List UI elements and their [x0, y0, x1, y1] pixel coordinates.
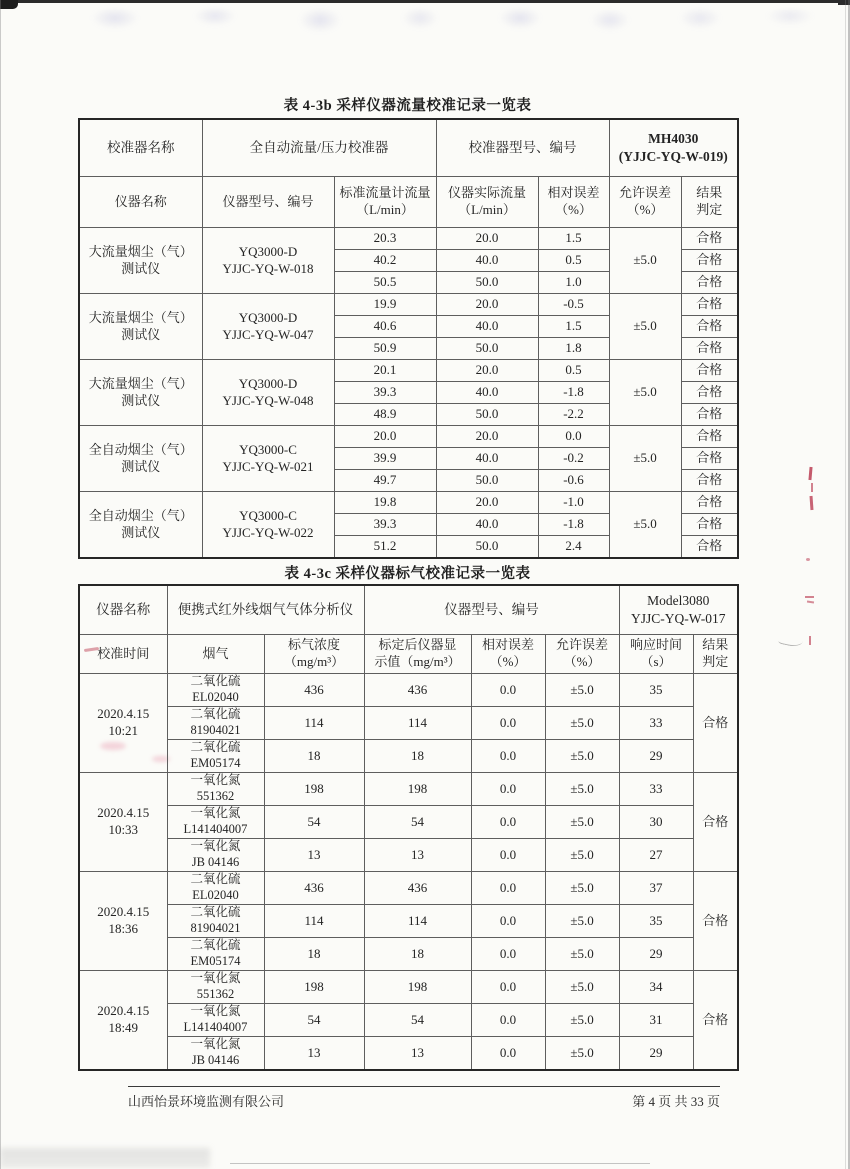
result-value: 合格 [681, 272, 738, 294]
footer-company: 山西怡景环境监测有限公司 [128, 1094, 285, 1109]
result-value: 合格 [693, 872, 738, 971]
std-flow-value: 48.9 [334, 404, 436, 426]
relative-error-value: -0.5 [538, 294, 609, 316]
col-result-line1: 结果 [702, 637, 729, 653]
allowed-error-value: ±5.0 [545, 839, 619, 872]
allowed-error-value: ±5.0 [609, 228, 681, 294]
col-allowed-error-line2: （%） [626, 202, 664, 217]
col-std-concentration-line1: 标气浓度 [287, 637, 340, 653]
result-value: 合格 [693, 971, 738, 1071]
gas-serial: EL02040 [192, 888, 239, 902]
display-value: 13 [364, 839, 471, 872]
allowed-error-value: ±5.0 [545, 707, 619, 740]
col-response-time-line2: （s） [640, 654, 672, 669]
response-time-value: 33 [619, 707, 693, 740]
allowed-error-value: ±5.0 [545, 1004, 619, 1037]
concentration-value: 18 [264, 740, 364, 773]
scan-corner-mark [0, 0, 18, 9]
gas-name: 二氧化硫 [190, 872, 241, 887]
instrument-name-line2: 测试仪 [121, 524, 161, 540]
relative-error-value: 0.5 [538, 360, 609, 382]
std-flow-value: 39.3 [334, 382, 436, 404]
relative-error-value: 0.0 [471, 905, 545, 938]
col-actual-flow [436, 177, 538, 228]
calibrator-name-value: 全自动流量/压力校准器 [202, 119, 436, 177]
relative-error-value: 0.0 [471, 1037, 545, 1071]
display-value: 198 [364, 971, 471, 1004]
calibrator-name-label: 校准器名称 [79, 119, 202, 177]
relative-error-value: 0.0 [471, 839, 545, 872]
allowed-error-value: ±5.0 [609, 492, 681, 559]
col-gas: 烟气 [167, 635, 264, 674]
gas-serial: JB 04146 [191, 1053, 240, 1067]
scan-top-edge [0, 0, 850, 3]
col-allowed-error-line1: 允许误差 [556, 637, 609, 653]
gas-serial: EL02040 [192, 690, 239, 704]
gas-serial: 81904021 [190, 921, 241, 935]
result-value: 合格 [681, 382, 738, 404]
result-value: 合格 [681, 492, 738, 514]
std-flow-value: 19.9 [334, 294, 436, 316]
allowed-error-value: ±5.0 [545, 773, 619, 806]
response-time-value: 29 [619, 938, 693, 971]
result-value: 合格 [693, 674, 738, 773]
footer-divider [128, 1086, 720, 1087]
actual-flow-value: 40.0 [436, 448, 538, 470]
std-flow-value: 20.3 [334, 228, 436, 250]
gas-serial: L141404007 [183, 822, 248, 836]
gas-name-cell [167, 1037, 264, 1071]
gas-name: 一氧化氮 [190, 806, 241, 821]
instrument-name-value: 便携式红外线烟气气体分析仪 [167, 585, 364, 635]
gas-name-cell [167, 872, 264, 905]
col-instrument-model: 仪器型号、编号 [202, 177, 334, 228]
relative-error-value: 0.0 [471, 806, 545, 839]
gas-name-cell [167, 839, 264, 872]
relative-error-value: 0.5 [538, 250, 609, 272]
display-value: 18 [364, 740, 471, 773]
relative-error-value: -1.8 [538, 514, 609, 536]
calibrator-model-label: 校准器型号、编号 [436, 119, 609, 177]
allowed-error-value: ±5.0 [545, 1037, 619, 1071]
calibration-hour: 18:36 [108, 921, 139, 936]
concentration-value: 54 [264, 806, 364, 839]
instrument-name-line1: 全自动烟尘（气） [88, 507, 193, 523]
relative-error-value: 0.0 [471, 707, 545, 740]
allowed-error-value: ±5.0 [545, 806, 619, 839]
relative-error-value: -2.2 [538, 404, 609, 426]
display-value: 18 [364, 938, 471, 971]
relative-error-value: 1.5 [538, 316, 609, 338]
std-flow-value: 19.8 [334, 492, 436, 514]
response-time-value: 31 [619, 1004, 693, 1037]
instrument-model-cell [202, 492, 334, 559]
col-display-value-line2: 示值（mg/m³） [374, 654, 461, 669]
gas-serial: JB 04146 [191, 855, 240, 869]
gas-serial: 81904021 [190, 723, 241, 737]
allowed-error-value: ±5.0 [545, 872, 619, 905]
instrument-name-cell [79, 294, 202, 360]
display-value: 436 [364, 872, 471, 905]
instrument-model-line1: YQ3000-D [238, 243, 298, 259]
concentration-value: 54 [264, 1004, 364, 1037]
actual-flow-value: 50.0 [436, 404, 538, 426]
gas-name-cell [167, 905, 264, 938]
relative-error-value: -1.0 [538, 492, 609, 514]
scan-artifact [778, 632, 804, 649]
gas-calibration-table [78, 584, 739, 1071]
result-value: 合格 [681, 514, 738, 536]
response-time-value: 33 [619, 773, 693, 806]
result-value: 合格 [681, 448, 738, 470]
result-value: 合格 [681, 426, 738, 448]
concentration-value: 114 [264, 707, 364, 740]
instrument-model-line2: YJJC-YQ-W-018 [222, 260, 314, 276]
gas-name: 二氧化硫 [190, 905, 241, 920]
flow-calibration-table [78, 118, 739, 559]
col-actual-flow-line2: （L/min） [458, 202, 516, 217]
calibration-time-cell [79, 773, 167, 872]
scan-left-edge [0, 0, 1, 1169]
std-flow-value: 20.1 [334, 360, 436, 382]
allowed-error-value: ±5.0 [545, 674, 619, 707]
gas-name: 一氧化氮 [190, 971, 241, 986]
actual-flow-value: 20.0 [436, 426, 538, 448]
response-time-value: 30 [619, 806, 693, 839]
instrument-name-cell [79, 360, 202, 426]
gas-name: 二氧化硫 [190, 938, 241, 953]
instrument-name-line1: 大流量烟尘（气） [88, 243, 193, 259]
std-flow-value: 50.5 [334, 272, 436, 294]
gas-serial: EM05174 [190, 954, 241, 968]
col-response-time [619, 635, 693, 674]
col-actual-flow-line1: 仪器实际流量 [448, 185, 527, 201]
relative-error-value: 0.0 [471, 773, 545, 806]
scan-smudge [0, 4, 850, 46]
col-relative-error-line2: （%） [489, 654, 527, 669]
relative-error-value: 0.0 [538, 426, 609, 448]
result-value: 合格 [681, 470, 738, 492]
concentration-value: 13 [264, 1037, 364, 1071]
col-display-value-line1: 标定后仪器显 [378, 637, 457, 653]
col-std-flow-line1: 标准流量计流量 [339, 185, 431, 201]
calibration-hour: 18:49 [108, 1020, 139, 1035]
allowed-error-value: ±5.0 [609, 294, 681, 360]
gas-name: 一氧化氮 [190, 839, 241, 854]
instrument-model-line2: YJJC-YQ-W-047 [222, 326, 314, 342]
calibration-date: 2020.4.15 [97, 706, 150, 722]
std-flow-value: 50.9 [334, 338, 436, 360]
relative-error-value: 1.0 [538, 272, 609, 294]
display-value: 114 [364, 905, 471, 938]
actual-flow-value: 40.0 [436, 250, 538, 272]
response-time-value: 34 [619, 971, 693, 1004]
red-ink-mark [809, 636, 811, 645]
scan-right-edge [845, 0, 846, 1169]
gas-name-cell [167, 740, 264, 773]
instrument-model-line2: YJJC-YQ-W-048 [222, 392, 314, 408]
instrument-model-cell [202, 426, 334, 492]
result-value: 合格 [681, 228, 738, 250]
gas-name-cell [167, 674, 264, 707]
gas-name: 二氧化硫 [190, 674, 241, 689]
gas-name: 一氧化氮 [190, 773, 241, 788]
std-flow-value: 20.0 [334, 426, 436, 448]
relative-error-value: 2.4 [538, 536, 609, 559]
result-value: 合格 [681, 404, 738, 426]
col-result [693, 635, 738, 674]
gas-serial: L141404007 [183, 1020, 248, 1034]
result-value: 合格 [681, 338, 738, 360]
calibrator-model-line2: (YJJC-YQ-W-019) [618, 149, 728, 164]
red-ink-mark [808, 467, 812, 480]
calibration-time-cell [79, 971, 167, 1071]
concentration-value: 436 [264, 872, 364, 905]
red-ink-mark [805, 596, 814, 598]
gas-name: 一氧化氮 [190, 1037, 241, 1052]
col-std-flow-line2: （L/min） [356, 202, 414, 217]
actual-flow-value: 20.0 [436, 360, 538, 382]
red-ink-mark [810, 496, 814, 510]
gas-name-cell [167, 1004, 264, 1037]
col-result [681, 177, 738, 228]
std-flow-value: 39.9 [334, 448, 436, 470]
concentration-value: 13 [264, 839, 364, 872]
instrument-name-line2: 测试仪 [121, 458, 161, 474]
result-value: 合格 [693, 773, 738, 872]
gas-name-cell [167, 707, 264, 740]
allowed-error-value: ±5.0 [545, 938, 619, 971]
instrument-model-line2: YJJC-YQ-W-022 [222, 524, 314, 540]
instrument-name-line2: 测试仪 [121, 260, 161, 276]
result-value: 合格 [681, 294, 738, 316]
response-time-value: 29 [619, 740, 693, 773]
instrument-model-line2: YJJC-YQ-W-017 [631, 611, 726, 626]
display-value: 54 [364, 806, 471, 839]
concentration-value: 114 [264, 905, 364, 938]
instrument-name-label: 仪器名称 [79, 585, 167, 635]
actual-flow-value: 50.0 [436, 338, 538, 360]
display-value: 54 [364, 1004, 471, 1037]
gas-serial: EM05174 [190, 756, 241, 770]
red-ink-mark [811, 483, 813, 492]
instrument-name-cell [79, 228, 202, 294]
concentration-value: 18 [264, 938, 364, 971]
instrument-name-cell [79, 492, 202, 559]
relative-error-value: -0.6 [538, 470, 609, 492]
col-relative-error-line1: 相对误差 [481, 637, 534, 653]
instrument-model-line1: YQ3000-C [239, 507, 297, 523]
result-value: 合格 [681, 360, 738, 382]
calibration-date: 2020.4.15 [97, 805, 150, 821]
col-allowed-error [609, 177, 681, 228]
page-footer [128, 1091, 720, 1110]
display-value: 114 [364, 707, 471, 740]
concentration-value: 436 [264, 674, 364, 707]
display-value: 13 [364, 1037, 471, 1071]
relative-error-value: 0.0 [471, 674, 545, 707]
col-relative-error-line1: 相对误差 [547, 185, 600, 201]
col-calibration-time: 校准时间 [79, 635, 167, 674]
result-value: 合格 [681, 536, 738, 559]
gas-table-title: 表 4-3c 采样仪器标气校准记录一览表 [284, 566, 531, 582]
response-time-value: 29 [619, 1037, 693, 1071]
relative-error-value: 0.0 [471, 740, 545, 773]
gas-serial: 551362 [196, 789, 235, 803]
gas-name: 一氧化氮 [190, 1004, 241, 1019]
std-flow-value: 40.2 [334, 250, 436, 272]
col-relative-error [471, 635, 545, 674]
col-response-time-line1: 响应时间 [630, 637, 683, 653]
instrument-model-line2: YJJC-YQ-W-021 [222, 458, 314, 474]
col-allowed-error [545, 635, 619, 674]
result-value: 合格 [681, 316, 738, 338]
scan-bottom-edge [230, 1163, 650, 1164]
col-display-value [364, 635, 471, 674]
result-value: 合格 [681, 250, 738, 272]
relative-error-value: 0.0 [471, 971, 545, 1004]
gas-name: 二氧化硫 [190, 740, 241, 755]
display-value: 198 [364, 773, 471, 806]
std-flow-value: 51.2 [334, 536, 436, 559]
gas-name: 二氧化硫 [190, 707, 241, 722]
col-relative-error [538, 177, 609, 228]
relative-error-value: 0.0 [471, 1004, 545, 1037]
relative-error-value: 1.8 [538, 338, 609, 360]
response-time-value: 35 [619, 674, 693, 707]
calibration-date: 2020.4.15 [97, 1003, 150, 1019]
response-time-value: 37 [619, 872, 693, 905]
std-flow-value: 40.6 [334, 316, 436, 338]
col-result-line2: 判定 [696, 202, 723, 217]
calibrator-model-value [609, 119, 738, 177]
concentration-value: 198 [264, 971, 364, 1004]
calibration-date: 2020.4.15 [97, 904, 150, 920]
instrument-model-line1: Model3080 [647, 593, 710, 609]
actual-flow-value: 20.0 [436, 294, 538, 316]
col-allowed-error-line2: （%） [563, 654, 601, 669]
actual-flow-value: 40.0 [436, 316, 538, 338]
instrument-model-line1: YQ3000-D [238, 375, 298, 391]
gas-serial: 551362 [196, 987, 235, 1001]
relative-error-value: 1.5 [538, 228, 609, 250]
actual-flow-value: 50.0 [436, 470, 538, 492]
instrument-name-cell [79, 426, 202, 492]
col-relative-error-line2: （%） [555, 202, 592, 217]
calibration-hour: 10:21 [108, 723, 139, 738]
std-flow-value: 49.7 [334, 470, 436, 492]
gas-name-cell [167, 773, 264, 806]
calibration-hour: 10:33 [108, 822, 139, 837]
gas-name-cell [167, 971, 264, 1004]
col-allowed-error-line1: 允许误差 [619, 185, 672, 201]
actual-flow-value: 40.0 [436, 382, 538, 404]
col-std-concentration-line2: （mg/m³） [283, 654, 345, 669]
instrument-model-cell [202, 294, 334, 360]
instrument-name-line1: 大流量烟尘（气） [88, 309, 193, 325]
actual-flow-value: 50.0 [436, 272, 538, 294]
calibration-time-cell [79, 674, 167, 773]
footer-page-number: 第 4 页 共 33 页 [632, 1094, 720, 1109]
relative-error-value: 0.0 [471, 938, 545, 971]
actual-flow-value: 50.0 [436, 536, 538, 559]
instrument-model-value [619, 585, 738, 635]
instrument-model-line1: YQ3000-D [238, 309, 298, 325]
relative-error-value: 0.0 [471, 872, 545, 905]
gas-name-cell [167, 806, 264, 839]
instrument-model-line1: YQ3000-C [239, 441, 297, 457]
concentration-value: 198 [264, 773, 364, 806]
col-std-flow [334, 177, 436, 228]
scan-smudge [0, 1148, 210, 1168]
allowed-error-value: ±5.0 [545, 971, 619, 1004]
instrument-name-line2: 测试仪 [121, 326, 161, 342]
calibrator-model-line1: MH4030 [648, 131, 699, 147]
std-flow-value: 39.3 [334, 514, 436, 536]
instrument-model-label: 仪器型号、编号 [364, 585, 619, 635]
red-ink-mark [806, 558, 810, 561]
col-result-line2: 判定 [702, 654, 729, 669]
response-time-value: 35 [619, 905, 693, 938]
allowed-error-value: ±5.0 [545, 740, 619, 773]
allowed-error-value: ±5.0 [609, 426, 681, 492]
instrument-name-line1: 全自动烟尘（气） [88, 441, 193, 457]
gas-name-cell [167, 938, 264, 971]
instrument-model-cell [202, 228, 334, 294]
actual-flow-value: 20.0 [436, 492, 538, 514]
relative-error-value: -0.2 [538, 448, 609, 470]
actual-flow-value: 40.0 [436, 514, 538, 536]
allowed-error-value: ±5.0 [609, 360, 681, 426]
instrument-model-cell [202, 360, 334, 426]
actual-flow-value: 20.0 [436, 228, 538, 250]
display-value: 436 [364, 674, 471, 707]
flow-table-title: 表 4-3b 采样仪器流量校准记录一览表 [283, 98, 532, 114]
red-ink-mark [807, 601, 814, 604]
relative-error-value: -1.8 [538, 382, 609, 404]
response-time-value: 27 [619, 839, 693, 872]
instrument-name-line1: 大流量烟尘（气） [88, 375, 193, 391]
allowed-error-value: ±5.0 [545, 905, 619, 938]
instrument-name-line2: 测试仪 [121, 392, 161, 408]
col-std-concentration [264, 635, 364, 674]
col-instrument-name: 仪器名称 [79, 177, 202, 228]
col-result-line1: 结果 [696, 185, 723, 201]
calibration-time-cell [79, 872, 167, 971]
